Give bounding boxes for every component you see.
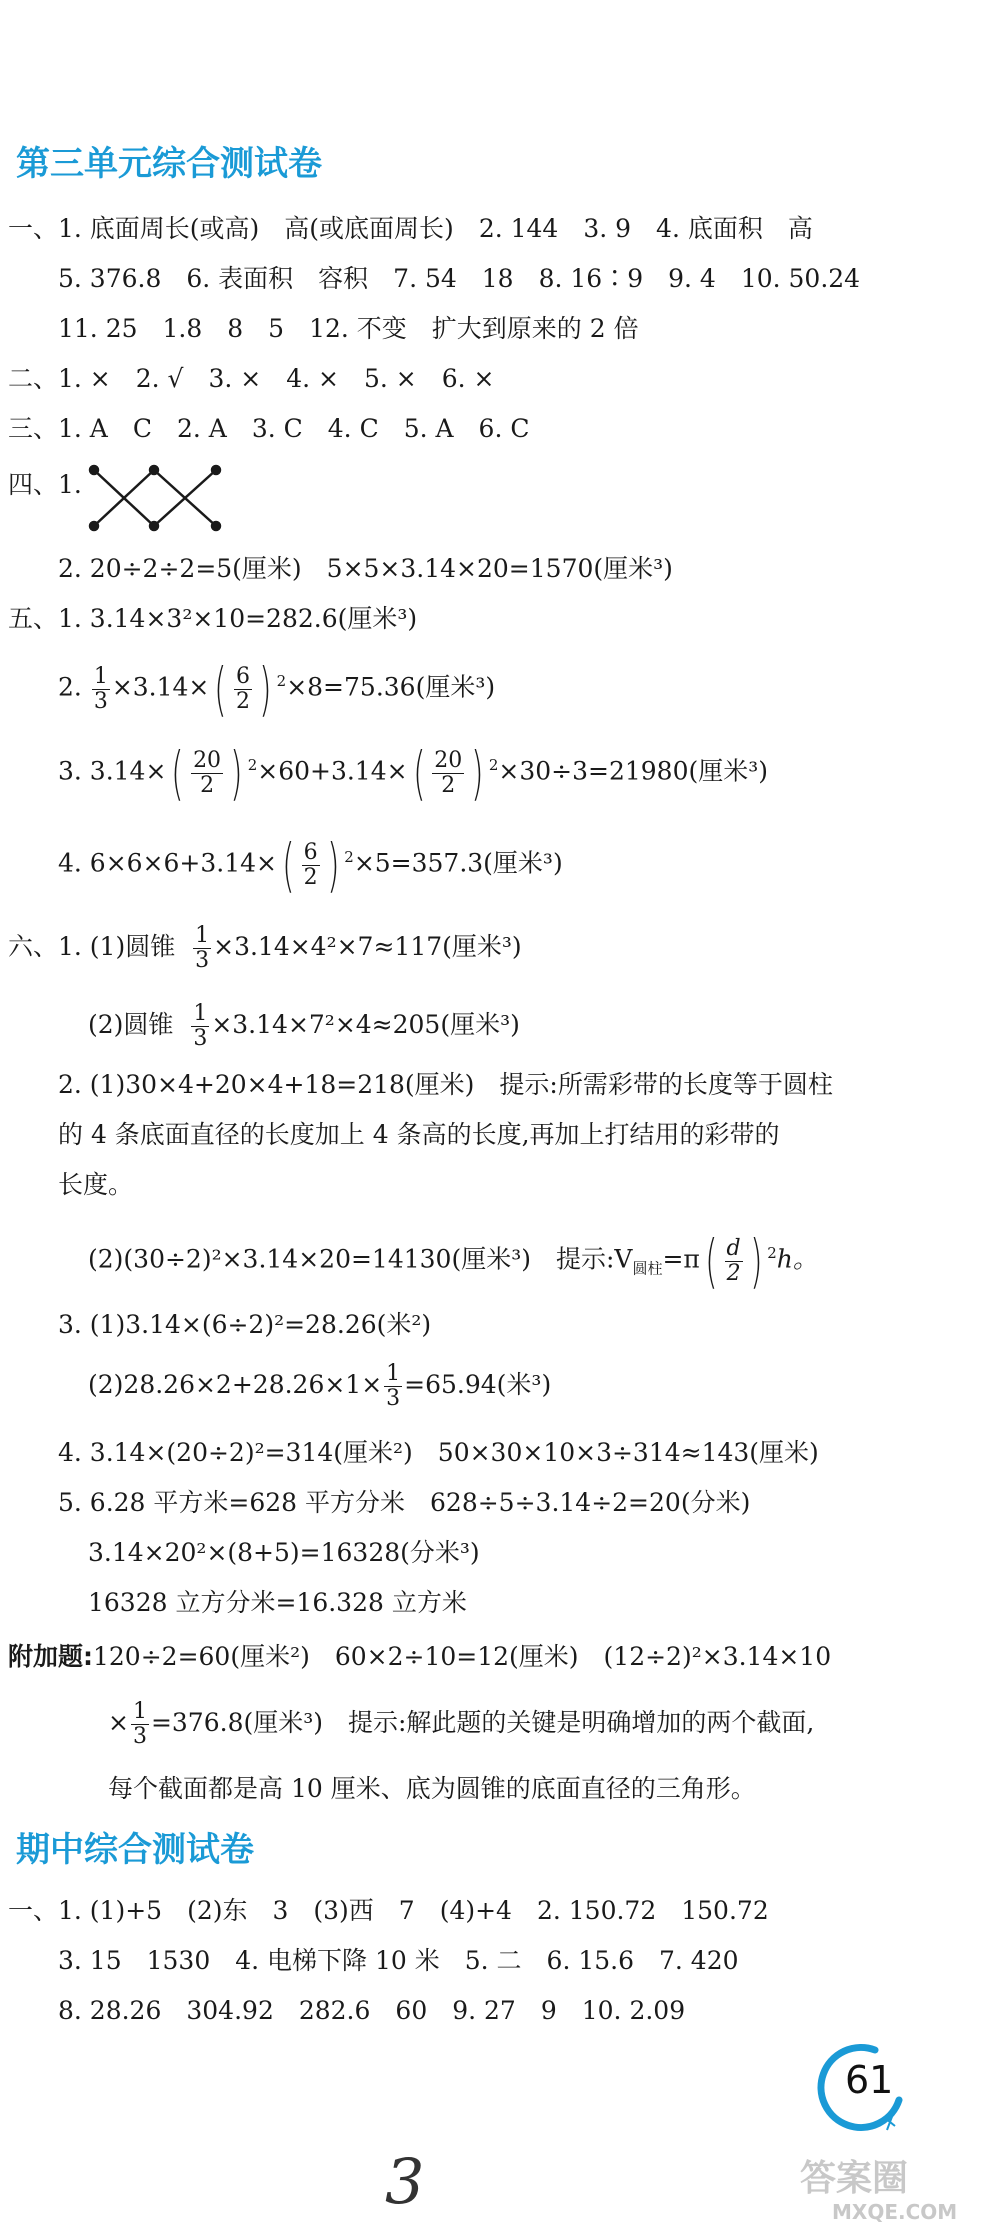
midterm-heading: 期中综合测试卷: [16, 1830, 254, 1870]
parenthesized-fraction: ( $\frac{20}{2}$ ): [412, 739, 484, 807]
unit3-s1-line1: 一、1. 底面周长(或高) 高(或底面周长) 2. 144 3. 9 4. 底面积 高: [8, 214, 813, 243]
fraction: [193, 924, 211, 973]
text-part: ×5=357.3(厘米³): [353, 848, 563, 878]
numerator: 1: [93, 663, 108, 689]
unit3-s6-3-line1: 3. (1)3.14×(6÷2)²=28.26(米²): [58, 1310, 432, 1339]
unit3-s6-4: 4. 3.14×(20÷2)²=314(厘米²) 50×30×10×3÷314≈143(厘米): [58, 1438, 819, 1467]
handwritten-mark: 3: [385, 2145, 425, 2218]
text-part: h。: [776, 1244, 818, 1274]
text-part: 120÷2=60(厘米²) 60×2÷10=12(厘米) (12÷2)²×3.14×10: [93, 1642, 832, 1671]
numerator: 6: [303, 839, 318, 865]
fraction: [191, 1002, 209, 1051]
text-part: ×: [108, 1708, 129, 1737]
text-part: ×3.14×4²×7≈117(厘米³): [213, 932, 522, 961]
numerator: 1: [132, 1699, 147, 1724]
unit3-s3: 三、1. A C 2. A 3. C 4. C 5. A 6. C: [8, 414, 530, 443]
unit3-s6-line1: [8, 924, 522, 973]
unit3-s1-line3: 11. 25 1.8 8 5 12. 不变 扩大到原来的 2 倍: [58, 314, 639, 343]
denominator: 3: [132, 1724, 147, 1749]
text-part: ×3.14×: [111, 672, 210, 702]
numerator: 20: [193, 747, 222, 773]
unit3-s6-2-line1: 2. (1)30×4+20×4+18=218(厘米) 提示:所需彩带的长度等于圆柱: [58, 1070, 833, 1099]
parenthesized-fraction: ( $\frac{6}{2}$ ): [214, 655, 272, 723]
unit3-s6-5-line2: 3.14×20²×(8+5)=16328(分米³): [88, 1538, 480, 1567]
text-part: =376.8(厘米³) 提示:解此题的关键是明确增加的两个截面,: [150, 1708, 815, 1737]
fraction: [131, 1700, 149, 1749]
numerator: 20: [434, 747, 463, 773]
text-part: 4. 6×6×6+3.14×: [58, 848, 277, 878]
denominator: 2: [726, 1260, 741, 1286]
denominator: 3: [386, 1386, 401, 1411]
midterm-line3: 8. 28.26 304.92 282.6 60 9. 27 9 10. 2.09: [58, 1996, 686, 2025]
text-part: 3. 3.14×: [58, 756, 167, 786]
denominator: 3: [93, 688, 108, 714]
unit3-s6-3-line2: [88, 1362, 551, 1411]
unit3-extra-line2: [108, 1700, 814, 1749]
denominator: 3: [193, 1026, 208, 1051]
numerator: 6: [236, 663, 251, 689]
numerator: 1: [386, 1361, 401, 1386]
denominator: 2: [236, 688, 251, 714]
denominator: 2: [441, 772, 456, 798]
unit3-s5-line1: 五、1. 3.14×3²×10=282.6(厘米³): [8, 604, 418, 633]
unit3-s6-2-line4: (2)(30÷2)²×3.14×20=14130(厘米³) 提示$:V_{圆柱}=\pi$ ( $\frac{d}{2}$ ) $^2$h。: [88, 1227, 818, 1295]
matching-lines-diagram: [88, 462, 224, 534]
numerator: d: [726, 1235, 741, 1261]
unit3-s6-5-line1: 5. 6.28 平方米=628 平方分米 628÷5÷3.14÷2=20(分米): [58, 1488, 751, 1517]
extra-label: 附加题:: [8, 1642, 93, 1671]
midterm-line2: 3. 15 1530 4. 电梯下降 10 米 5. 二 6. 15.6 7. 420: [58, 1946, 739, 1975]
midterm-line1: 一、1. (1)+5 (2)东 3 (3)西 7 (4)+4 2. 150.72 150.72: [8, 1896, 769, 1925]
numerator: 1: [193, 1001, 208, 1026]
unit3-heading: 第三单元综合测试卷: [16, 144, 322, 184]
watermark-url: MXQE.COM: [832, 2200, 958, 2224]
unit3-s5-line3: 3. 3.14× ( $\frac{20}{2}$ ) $^2$×60+3.14× ( $\frac{20}{2}$ ) $^2$×30÷3=21980(厘米³): [58, 739, 769, 807]
text-part: (2)(30÷2)²×3.14×20=14130(厘米³) 提示:V: [88, 1244, 633, 1274]
text-part: 六、1. (1)圆锥: [8, 932, 176, 961]
unit3-s6-line2: [88, 1002, 520, 1051]
text-part: (2)28.26×2+28.26×1×: [88, 1370, 383, 1399]
unit3-extra-line1: [8, 1640, 831, 1674]
text-part: ×3.14×7²×4≈205(厘米³): [211, 1010, 520, 1039]
unit3-s4-line2: 2. 20÷2÷2=5(厘米) 5×5×3.14×20=1570(厘米³): [58, 554, 673, 583]
denominator: 3: [195, 948, 210, 973]
unit3-s1-line2: 5. 376.8 6. 表面积 容积 7. 54 18 8. 16∶9 9. 4 10. 50.24: [58, 264, 861, 293]
text-part: (2)圆锥: [88, 1010, 174, 1039]
unit3-s6-2-line3: 长度。: [58, 1170, 134, 1199]
parenthesized-fraction: ( $\frac{6}{2}$ ): [282, 831, 340, 899]
unit3-s5-line2: 2. $\frac{1}{3}$ ×3.14× ( $\frac{6}{2}$ ) $^2$×8=75.36(厘米³): [58, 655, 496, 723]
fraction: [384, 1362, 402, 1411]
unit3-s2: 二、1. × 2. √ 3. × 4. × 5. × 6. ×: [8, 364, 495, 393]
parenthesized-fraction: ( $\frac{20}{2}$ ): [171, 739, 243, 807]
unit3-s6-5-line3: 16328 立方分米=16.328 立方米: [88, 1588, 467, 1617]
text-part: ×8=75.36(厘米³): [286, 672, 496, 702]
page-number: 61: [845, 2058, 894, 2102]
text-part: =65.94(米³): [404, 1370, 552, 1399]
unit3-extra-line3: 每个截面都是高 10 厘米、底为圆锥的底面直径的三角形。: [108, 1774, 756, 1803]
subscript: 圆柱: [632, 1259, 663, 1278]
unit3-s6-2-line2: 的 4 条底面直径的长度加上 4 条高的长度,再加上打结用的彩带的: [58, 1120, 780, 1149]
denominator: 2: [200, 772, 215, 798]
unit3-s5-line4: 4. 6×6×6+3.14× ( $\frac{6}{2}$ ) $^2$×5=357.3(厘米³): [58, 831, 563, 899]
text-part: 2.: [58, 672, 82, 702]
text-part: ×30÷3=21980(厘米³): [498, 756, 769, 786]
watermark-logo: 答案圈: [800, 2158, 909, 2199]
text-part: =π: [662, 1244, 700, 1274]
denominator: 2: [303, 864, 318, 890]
numerator: 1: [195, 923, 210, 948]
unit3-s4-label: 四、1.: [8, 470, 82, 499]
text-part: ×60+3.14×: [257, 756, 408, 786]
parenthesized-fraction: ( $\frac{d}{2}$ ): [704, 1227, 763, 1295]
fraction: [92, 665, 110, 714]
